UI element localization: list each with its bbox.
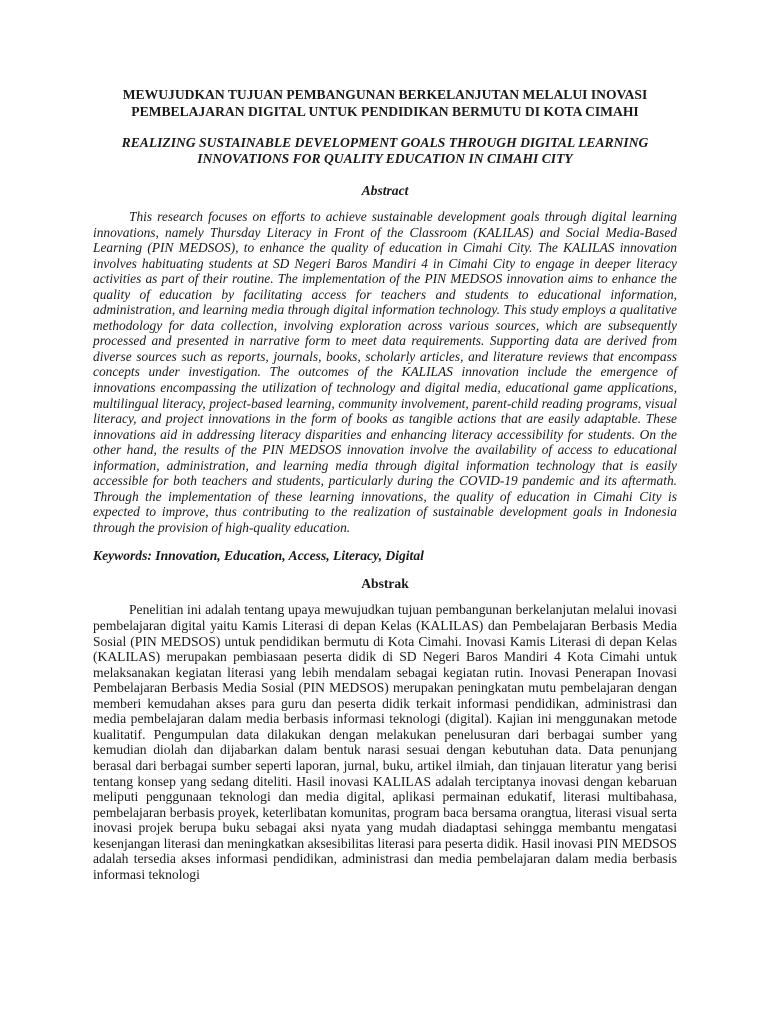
paper-title-english: REALIZING SUSTAINABLE DEVELOPMENT GOALS THROUGH DIGITAL LEARNING INNOVATIONS FOR QUALITY EDUCATION IN CIMAHI CITY bbox=[121, 135, 649, 166]
abstrak-heading: Abstrak bbox=[361, 576, 409, 592]
abstrak-indonesian: Penelitian ini adalah tentang upaya mewujudkan tujuan pembangunan berkelanjutan melalui inovasi pembelajaran digital yaitu Kamis Literasi di depan Kelas (KALILAS) dan Pembelajaran Berbasis Media Sosial (PIN MEDSOS) untuk pendidikan bermutu di Kota Cimahi. Inovasi Kamis Literasi di depan Kelas (KALILAS) merupakan pembiasaan peserta didik di SD Negeri Baros Mandiri 4 Kota Cimahi untuk melaksanakan kegiatan literasi yang lebih mendalam sebagai kegiatan rutin. Inovasi Penerapan Inovasi Pembelajaran Berbasis Media Sosial (PIN MEDSOS) merupakan peningkatan mutu pembelajaran dengan memberi kemudahan akses para guru dan peserta didik terkait informasi pendidikan, administrasi dan media pembelajaran dalam media berbasis informasi teknologi (digital). Kajian ini menggunakan metode kualitatif. Pengumpulan data dilakukan dengan melakukan penelusuran dari berbagai sumber yang kemudian diolah dan dijabarkan dalam bentuk narasi sesuai dengan kebutuhan data. Data penunjang berasal dari berbagai sumber seperti laporan, jurnal, buku, artikel ilmiah, dan tinjauan literatur yang berisi tentang konsep yang sedang diteliti. Hasil inovasi KALILAS adalah terciptanya inovasi dengan kebaruan meliputi penggunaan teknologi dan media digital, aplikasi permainan edukatif, literasi multibahasa, pembelajaran berbasis proyek, keterlibatan komunitas, program baca bersama orangtua, literasi visual serta inovasi projek berupa buku sebagai aksi nyata yang mudah diadaptasi sehingga membantu mengatasi kesenjangan literasi dan meningkatkan aksesibilitas literasi para peserta didik. Hasil inovasi PIN MEDSOS adalah tersedia akses informasi pendidikan, administrasi dan media pembelajaran dalam media berbasis informasi teknologi bbox=[93, 602, 677, 882]
paper-page bbox=[93, 86, 677, 882]
keywords: Keywords: Innovation, Education, Access, Literacy, Digital bbox=[93, 548, 424, 564]
paper-title-indonesian: MEWUJUDKAN TUJUAN PEMBANGUNAN BERKELANJUTAN MELALUI INOVASI PEMBELAJARAN DIGITAL UNTUK PENDIDIKAN BERMUTU DI KOTA CIMAHI bbox=[122, 87, 648, 119]
abstract-english: This research focuses on efforts to achieve sustainable development goals through digital learning innovations, namely Thursday Literacy in Front of the Classroom (KALILAS) and Social Media-Based Learning (PIN MEDSOS), to enhance the quality of education in Cimahi City. The KALILAS innovation involves habituating students at SD Negeri Baros Mandiri 4 in Cimahi City to engage in deeper literacy activities as part of their routine. The implementation of the PIN MEDSOS innovation aims to enhance the quality of education by facilitating access for teachers and students to educational information, administration, and learning media through digital information technology. This study employs a qualitative methodology for data collection, involving exploration across various sources, which are subsequently processed and presented in narrative form to meet data requirements. Supporting data are derived from diverse sources such as reports, journals, books, scholarly articles, and literature reviews that encompass concepts under investigation. The outcomes of the KALILAS innovation include the emergence of innovations encompassing the utilization of technology and digital media, educational game applications, multilingual literacy, project-based learning, community involvement, parent-child reading programs, visual literacy, and project innovations in the form of books as tangible actions that are easily adaptable. These innovations aid in addressing literacy disparities and enhancing literacy accessibility for students. On the other hand, the results of the PIN MEDSOS innovation involve the availability of access to educational information, administration, and learning media through digital information technology that is easily accessible for both teachers and students, particularly during the COVID-19 pandemic and its aftermath. Through the implementation of these learning innovations, the quality of education in Cimahi City is expected to improve, thus contributing to the realization of sustainable development goals in Indonesia through the provision of high-quality education. bbox=[93, 209, 677, 535]
abstract-heading: Abstract bbox=[361, 183, 409, 198]
